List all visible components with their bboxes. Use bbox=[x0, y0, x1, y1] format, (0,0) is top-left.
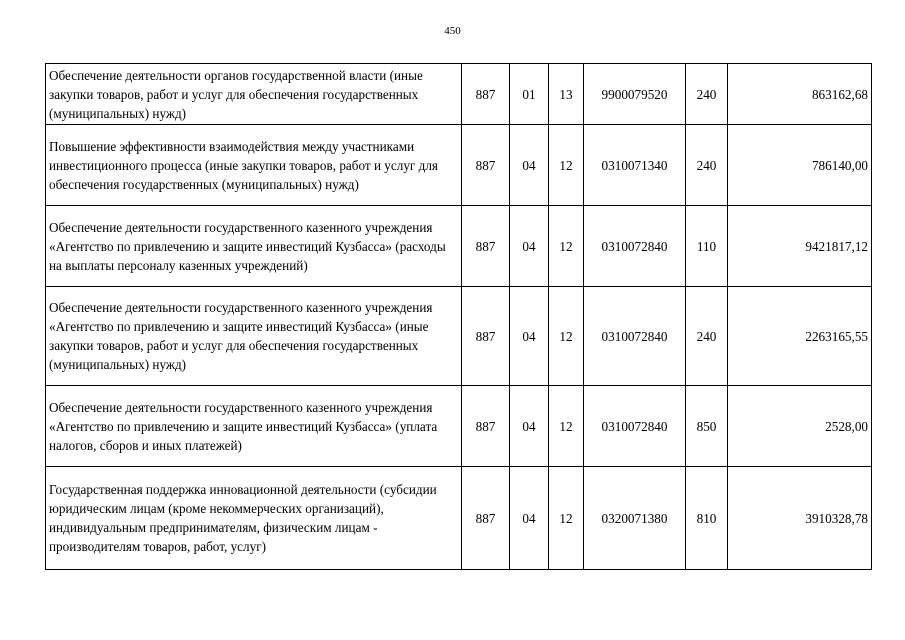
row-expense-type: 110 bbox=[686, 206, 728, 287]
row-subsection: 13 bbox=[549, 64, 584, 125]
row-target-code: 0310072840 bbox=[584, 206, 686, 287]
row-section: 04 bbox=[510, 386, 549, 467]
table-row bbox=[46, 467, 872, 570]
table-row bbox=[46, 206, 872, 287]
row-grbs: 887 bbox=[462, 206, 510, 287]
budget-table bbox=[45, 63, 872, 570]
row-subsection: 12 bbox=[549, 386, 584, 467]
row-section: 04 bbox=[510, 467, 549, 570]
row-subsection: 12 bbox=[549, 125, 584, 206]
row-amount: 9421817,12 bbox=[728, 206, 872, 287]
row-amount: 786140,00 bbox=[728, 125, 872, 206]
row-subsection: 12 bbox=[549, 206, 584, 287]
row-amount: 2528,00 bbox=[728, 386, 872, 467]
row-description: Обеспечение деятельности государственного казенного учреждения «Агентство по привлечению и защите инвестиций Кузбасса» (уплата налогов, сборов и иных платежей) bbox=[46, 386, 462, 467]
row-grbs: 887 bbox=[462, 287, 510, 386]
row-grbs: 887 bbox=[462, 386, 510, 467]
row-target-code: 0310072840 bbox=[584, 287, 686, 386]
row-expense-type: 810 bbox=[686, 467, 728, 570]
row-section: 04 bbox=[510, 206, 549, 287]
row-amount: 3910328,78 bbox=[728, 467, 872, 570]
row-grbs: 887 bbox=[462, 125, 510, 206]
row-amount: 863162,68 bbox=[728, 64, 872, 125]
page-number: 450 bbox=[444, 25, 461, 37]
row-description: Государственная поддержка инновационной деятельности (субсидии юридическим лицам (кроме некоммерческих организаций), индивидуальным предпринимателям, физическим лицам - производителям товаров, работ, услуг) bbox=[46, 467, 462, 570]
row-amount: 2263165,55 bbox=[728, 287, 872, 386]
table-row bbox=[46, 386, 872, 467]
table-row bbox=[46, 287, 872, 386]
row-subsection: 12 bbox=[549, 287, 584, 386]
table-row bbox=[46, 125, 872, 206]
row-expense-type: 240 bbox=[686, 287, 728, 386]
row-target-code: 0320071380 bbox=[584, 467, 686, 570]
row-target-code: 0310072840 bbox=[584, 386, 686, 467]
row-description: Обеспечение деятельности государственного казенного учреждения «Агентство по привлечению и защите инвестиций Кузбасса» (расходы на выплаты персоналу казенных учреждений) bbox=[46, 206, 462, 287]
row-section: 04 bbox=[510, 125, 549, 206]
row-expense-type: 240 bbox=[686, 125, 728, 206]
row-subsection: 12 bbox=[549, 467, 584, 570]
row-target-code: 0310071340 bbox=[584, 125, 686, 206]
row-grbs: 887 bbox=[462, 64, 510, 125]
row-target-code: 9900079520 bbox=[584, 64, 686, 125]
row-description: Обеспечение деятельности государственного казенного учреждения «Агентство по привлечению и защите инвестиций Кузбасса» (иные закупки товаров, работ и услуг для обеспечения государственных (муниципальных) нужд) bbox=[46, 287, 462, 386]
row-description: Повышение эффективности взаимодействия между участниками инвестиционного процесса (иные закупки товаров, работ и услуг для обеспечения государственных (муниципальных) нужд) bbox=[46, 125, 462, 206]
table-row bbox=[46, 64, 872, 125]
row-expense-type: 850 bbox=[686, 386, 728, 467]
row-description: Обеспечение деятельности органов государственной власти (иные закупки товаров, работ и услуг для обеспечения государственных (муниципальных) нужд) bbox=[46, 64, 462, 125]
row-section: 04 bbox=[510, 287, 549, 386]
row-expense-type: 240 bbox=[686, 64, 728, 125]
row-grbs: 887 bbox=[462, 467, 510, 570]
row-section: 01 bbox=[510, 64, 549, 125]
